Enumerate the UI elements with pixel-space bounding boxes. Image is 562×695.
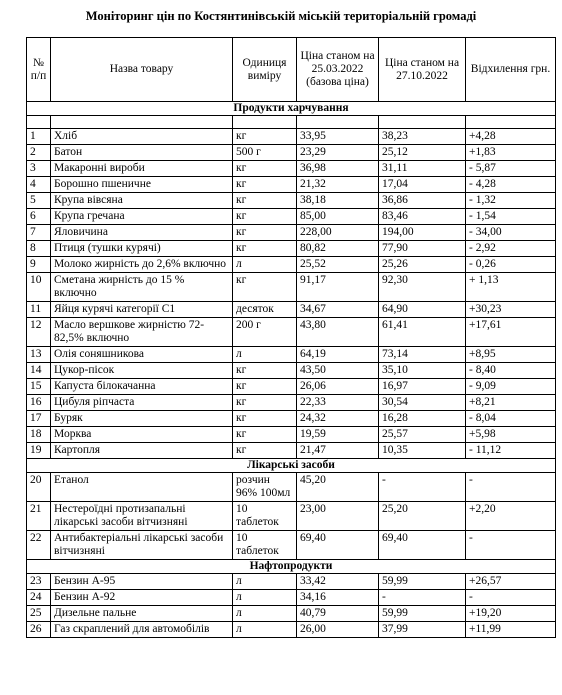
cell-number: 2 <box>27 145 51 161</box>
cell-product-name: Сметана жирність до 15 % включно <box>51 273 233 302</box>
cell-number: 8 <box>27 241 51 257</box>
cell-deviation: +8,95 <box>466 347 556 363</box>
cell-base-price: 23,29 <box>297 145 379 161</box>
table-row <box>27 622 556 638</box>
cell-current-price: 25,12 <box>379 145 466 161</box>
table-body <box>27 102 556 638</box>
cell-deviation: - 1,32 <box>466 193 556 209</box>
cell-deviation: - <box>466 473 556 502</box>
cell-deviation: - 2,92 <box>466 241 556 257</box>
cell-deviation: - <box>466 590 556 606</box>
cell-current-price: 37,99 <box>379 622 466 638</box>
cell-product-name: Цукор-пісок <box>51 363 233 379</box>
cell-number: 5 <box>27 193 51 209</box>
cell-current-price: 194,00 <box>379 225 466 241</box>
cell-unit: 10 таблеток <box>233 502 297 531</box>
cell-base-price: 43,80 <box>297 318 379 347</box>
cell-unit: 500 г <box>233 145 297 161</box>
cell-unit: кг <box>233 427 297 443</box>
cell-base-price: 91,17 <box>297 273 379 302</box>
table-row <box>27 193 556 209</box>
cell-unit: л <box>233 590 297 606</box>
cell-base-price: 21,47 <box>297 443 379 459</box>
table-row <box>27 411 556 427</box>
cell-unit: л <box>233 257 297 273</box>
cell-unit: кг <box>233 241 297 257</box>
table-row <box>27 363 556 379</box>
cell-number: 1 <box>27 129 51 145</box>
cell-current-price: - <box>379 473 466 502</box>
cell-product-name: Капуста білокачанна <box>51 379 233 395</box>
cell-number: 18 <box>27 427 51 443</box>
table-row <box>27 302 556 318</box>
table-row <box>27 177 556 193</box>
cell-deviation: - <box>466 531 556 560</box>
cell-unit: 10 таблеток <box>233 531 297 560</box>
cell-product-name: Олія соняшникова <box>51 347 233 363</box>
cell-unit: кг <box>233 443 297 459</box>
cell-product-name: Птиця (тушки курячі) <box>51 241 233 257</box>
table-row <box>27 129 556 145</box>
cell-base-price: 34,67 <box>297 302 379 318</box>
cell-unit: десяток <box>233 302 297 318</box>
cell-number: 25 <box>27 606 51 622</box>
cell-base-price: 38,18 <box>297 193 379 209</box>
cell-unit: кг <box>233 193 297 209</box>
table-row <box>27 379 556 395</box>
cell-base-price: 36,98 <box>297 161 379 177</box>
cell-unit: кг <box>233 225 297 241</box>
cell-unit: кг <box>233 161 297 177</box>
cell-base-price: 43,50 <box>297 363 379 379</box>
spacer-cell <box>27 116 51 129</box>
cell-number: 15 <box>27 379 51 395</box>
cell-deviation: +11,99 <box>466 622 556 638</box>
cell-product-name: Антибактеріальні лікарські засоби вітчизняні <box>51 531 233 560</box>
cell-product-name: Борошно пшеничне <box>51 177 233 193</box>
cell-product-name: Масло вершкове жирністю 72-82,5% включно <box>51 318 233 347</box>
table-row <box>27 241 556 257</box>
cell-product-name: Крупа гречана <box>51 209 233 225</box>
table-row <box>27 574 556 590</box>
cell-base-price: 80,82 <box>297 241 379 257</box>
table-row <box>27 318 556 347</box>
cell-current-price: 38,23 <box>379 129 466 145</box>
cell-product-name: Хліб <box>51 129 233 145</box>
spacer-cell <box>297 116 379 129</box>
cell-deviation: + 1,13 <box>466 273 556 302</box>
table-row <box>27 531 556 560</box>
cell-deviation: - 11,12 <box>466 443 556 459</box>
cell-current-price: 92,30 <box>379 273 466 302</box>
table-header-row <box>27 38 556 102</box>
cell-base-price: 85,00 <box>297 209 379 225</box>
cell-deviation: +1,83 <box>466 145 556 161</box>
cell-deviation: +5,98 <box>466 427 556 443</box>
table-row <box>27 209 556 225</box>
section-title: Нафтопродукти <box>27 560 556 574</box>
cell-current-price: 25,26 <box>379 257 466 273</box>
table-row <box>27 145 556 161</box>
header-product-name: Назва товару <box>51 38 233 102</box>
cell-product-name: Буряк <box>51 411 233 427</box>
spacer-cell <box>379 116 466 129</box>
spacer-cell <box>51 116 233 129</box>
cell-unit: л <box>233 574 297 590</box>
cell-product-name: Бензин А-92 <box>51 590 233 606</box>
cell-number: 13 <box>27 347 51 363</box>
cell-deviation: - 1,54 <box>466 209 556 225</box>
cell-base-price: 19,59 <box>297 427 379 443</box>
cell-current-price: 61,41 <box>379 318 466 347</box>
cell-product-name: Бензин А-95 <box>51 574 233 590</box>
cell-product-name: Яйця курячі категорії С1 <box>51 302 233 318</box>
cell-product-name: Макаронні вироби <box>51 161 233 177</box>
cell-product-name: Яловичина <box>51 225 233 241</box>
cell-number: 20 <box>27 473 51 502</box>
cell-unit: розчин 96% 100мл <box>233 473 297 502</box>
section-title: Лікарські засоби <box>27 459 556 473</box>
header-base-price: Ціна станом на 25.03.2022 (базова ціна) <box>297 38 379 102</box>
cell-unit: кг <box>233 411 297 427</box>
cell-unit: л <box>233 622 297 638</box>
cell-base-price: 24,32 <box>297 411 379 427</box>
cell-deviation: +2,20 <box>466 502 556 531</box>
table-row <box>27 590 556 606</box>
cell-product-name: Картопля <box>51 443 233 459</box>
cell-deviation: +19,20 <box>466 606 556 622</box>
cell-base-price: 45,20 <box>297 473 379 502</box>
cell-unit: кг <box>233 177 297 193</box>
cell-deviation: - 4,28 <box>466 177 556 193</box>
spacer-cell <box>233 116 297 129</box>
cell-product-name: Крупа вівсяна <box>51 193 233 209</box>
table-row <box>27 347 556 363</box>
cell-base-price: 64,19 <box>297 347 379 363</box>
table-row <box>27 502 556 531</box>
cell-unit: кг <box>233 209 297 225</box>
spacer-cell <box>466 116 556 129</box>
page-title: Моніторинг цін по Костянтинівській міській територіальній громаді <box>85 9 477 23</box>
cell-unit: кг <box>233 395 297 411</box>
cell-base-price: 228,00 <box>297 225 379 241</box>
cell-unit: кг <box>233 363 297 379</box>
cell-deviation: - 34,00 <box>466 225 556 241</box>
cell-deviation: - 8,04 <box>466 411 556 427</box>
cell-product-name: Етанол <box>51 473 233 502</box>
cell-number: 3 <box>27 161 51 177</box>
cell-number: 9 <box>27 257 51 273</box>
cell-deviation: - 5,87 <box>466 161 556 177</box>
section-row <box>27 102 556 116</box>
cell-deviation: - 8,40 <box>466 363 556 379</box>
cell-number: 26 <box>27 622 51 638</box>
cell-unit: кг <box>233 129 297 145</box>
cell-current-price: 16,97 <box>379 379 466 395</box>
cell-current-price: 30,54 <box>379 395 466 411</box>
cell-product-name: Молоко жирність до 2,6% включно <box>51 257 233 273</box>
price-table <box>26 37 556 638</box>
cell-deviation: +4,28 <box>466 129 556 145</box>
cell-current-price: 77,90 <box>379 241 466 257</box>
table-row <box>27 443 556 459</box>
cell-current-price: 25,57 <box>379 427 466 443</box>
cell-base-price: 33,95 <box>297 129 379 145</box>
cell-current-price: 64,90 <box>379 302 466 318</box>
section-title: Продукти харчування <box>27 102 556 116</box>
cell-current-price: - <box>379 590 466 606</box>
cell-base-price: 40,79 <box>297 606 379 622</box>
cell-deviation: +30,23 <box>466 302 556 318</box>
cell-product-name: Газ скраплений для автомобілів <box>51 622 233 638</box>
table-row <box>27 273 556 302</box>
spacer-row <box>27 116 556 129</box>
cell-number: 10 <box>27 273 51 302</box>
table-row <box>27 225 556 241</box>
cell-deviation: +17,61 <box>466 318 556 347</box>
cell-current-price: 25,20 <box>379 502 466 531</box>
table-row <box>27 257 556 273</box>
cell-current-price: 10,35 <box>379 443 466 459</box>
cell-number: 17 <box>27 411 51 427</box>
cell-deviation: - 0,26 <box>466 257 556 273</box>
cell-current-price: 59,99 <box>379 606 466 622</box>
cell-current-price: 17,04 <box>379 177 466 193</box>
cell-base-price: 34,16 <box>297 590 379 606</box>
table-row <box>27 427 556 443</box>
cell-base-price: 26,06 <box>297 379 379 395</box>
section-row <box>27 560 556 574</box>
cell-base-price: 23,00 <box>297 502 379 531</box>
header-current-price: Ціна станом на 27.10.2022 <box>379 38 466 102</box>
cell-number: 16 <box>27 395 51 411</box>
cell-number: 4 <box>27 177 51 193</box>
cell-current-price: 69,40 <box>379 531 466 560</box>
cell-current-price: 16,28 <box>379 411 466 427</box>
cell-product-name: Батон <box>51 145 233 161</box>
cell-number: 21 <box>27 502 51 531</box>
cell-unit: л <box>233 347 297 363</box>
cell-current-price: 59,99 <box>379 574 466 590</box>
cell-number: 22 <box>27 531 51 560</box>
cell-deviation: - 9,09 <box>466 379 556 395</box>
section-row <box>27 459 556 473</box>
cell-number: 12 <box>27 318 51 347</box>
cell-number: 23 <box>27 574 51 590</box>
cell-number: 11 <box>27 302 51 318</box>
cell-number: 14 <box>27 363 51 379</box>
cell-current-price: 35,10 <box>379 363 466 379</box>
cell-current-price: 83,46 <box>379 209 466 225</box>
header-unit: Одиниця виміру <box>233 38 297 102</box>
cell-deviation: +26,57 <box>466 574 556 590</box>
cell-deviation: +8,21 <box>466 395 556 411</box>
cell-number: 19 <box>27 443 51 459</box>
header-deviation: Відхилення грн. <box>466 38 556 102</box>
table-row <box>27 473 556 502</box>
cell-base-price: 33,42 <box>297 574 379 590</box>
cell-number: 24 <box>27 590 51 606</box>
cell-product-name: Нестероїдні протизапальні лікарські засоби вітчизняні <box>51 502 233 531</box>
cell-unit: л <box>233 606 297 622</box>
cell-current-price: 36,86 <box>379 193 466 209</box>
cell-base-price: 22,33 <box>297 395 379 411</box>
cell-unit: кг <box>233 379 297 395</box>
cell-unit: 200 г <box>233 318 297 347</box>
table-row <box>27 161 556 177</box>
cell-number: 6 <box>27 209 51 225</box>
cell-base-price: 25,52 <box>297 257 379 273</box>
cell-base-price: 26,00 <box>297 622 379 638</box>
table-row <box>27 395 556 411</box>
cell-base-price: 69,40 <box>297 531 379 560</box>
cell-product-name: Морква <box>51 427 233 443</box>
cell-base-price: 21,32 <box>297 177 379 193</box>
cell-product-name: Дизельне пальне <box>51 606 233 622</box>
cell-current-price: 73,14 <box>379 347 466 363</box>
cell-product-name: Цибуля ріпчаста <box>51 395 233 411</box>
cell-current-price: 31,11 <box>379 161 466 177</box>
table-row <box>27 606 556 622</box>
header-number: № п/п <box>27 38 51 102</box>
cell-unit: кг <box>233 273 297 302</box>
cell-number: 7 <box>27 225 51 241</box>
